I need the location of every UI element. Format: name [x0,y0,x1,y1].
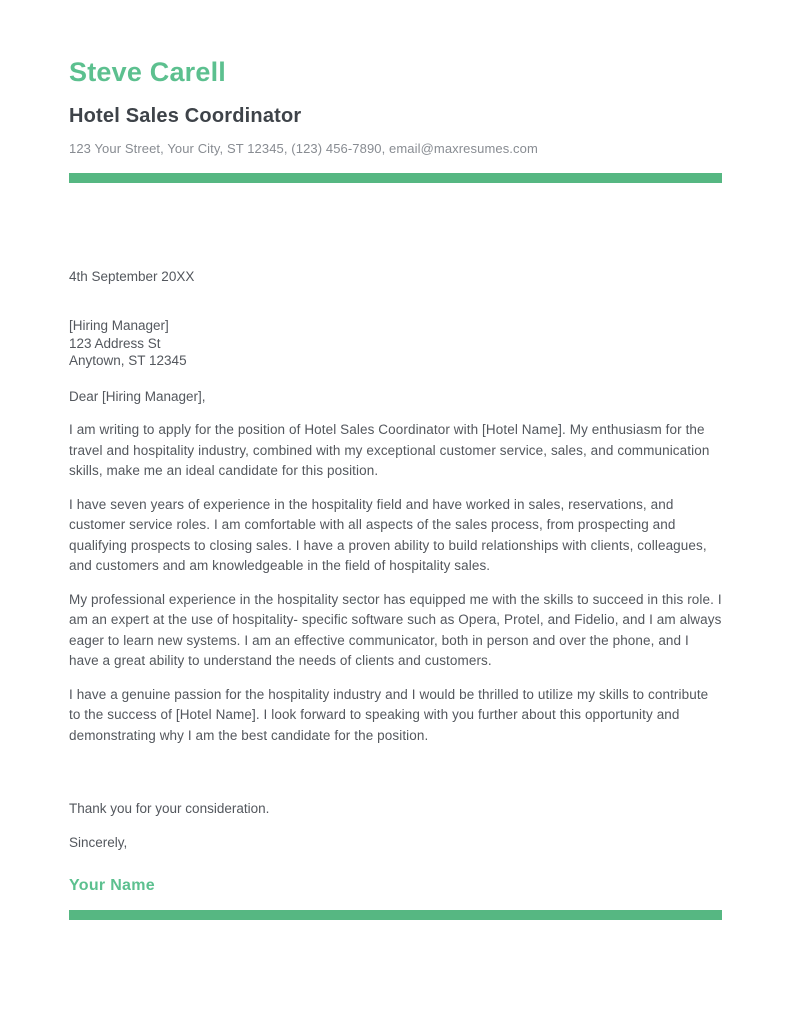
paragraph-passion: I have a genuine passion for the hospitality industry and I would be thrilled to utilize my skills to contribute to the success of [Hotel Name]. I look forward to speaking with you further about this opportunity and demonstrating why I am the best candidate for the position. [69,686,709,743]
salutation: Dear [Hiring Manager], [69,388,206,404]
recipient-name: [Hiring Manager] [69,318,169,334]
paragraph-intro: I am writing to apply for the position of Hotel Sales Coordinator with [Hotel Name]. My enthusiasm for the travel and hospitality industry, combined with my exceptional customer service, sales, and communication skills, make me an ideal candidate for this position. [69,422,710,479]
footer-divider-bar [69,910,722,920]
recipient-city-state-zip: Anytown, ST 12345 [69,353,187,369]
applicant-job-title: Hotel Sales Coordinator [69,104,302,127]
recipient-address-block [69,317,722,370]
letter-header [69,58,722,183]
signature-name: Your Name [69,877,155,895]
contact-info: 123 Your Street, Your City, ST 12345, (123) 456-7890, email@maxresumes.com [69,140,538,156]
header-divider-bar [69,173,722,183]
thank-you-line: Thank you for your consideration. [69,801,270,817]
recipient-street: 123 Address St [69,335,161,351]
letter-body [69,267,722,897]
paragraph-experience: I have seven years of experience in the hospitality field and have worked in sales, reservations, and customer service roles. I am comfortable with all aspects of the sales process, from prospecting and qualifying prospects to closing sales. I have a proven ability to build relationships with clients, colleagues, and customers and am knowledgeable in the field of hospitality sales. [69,496,707,574]
closing-line: Sincerely, [69,834,128,850]
letter-date: 4th September 20XX [69,268,195,284]
applicant-name: Steve Carell [69,57,226,87]
paragraph-skills: My professional experience in the hospitality sector has equipped me with the skills to succeed in this role. I am an expert at the use of hospitality- specific software such as Opera, Protel, and Fidelio, and I am always eager to learn new systems. I am an effective communicator, both in person and over the phone, and I have a great ability to understand the needs of clients and customers. [69,591,722,669]
